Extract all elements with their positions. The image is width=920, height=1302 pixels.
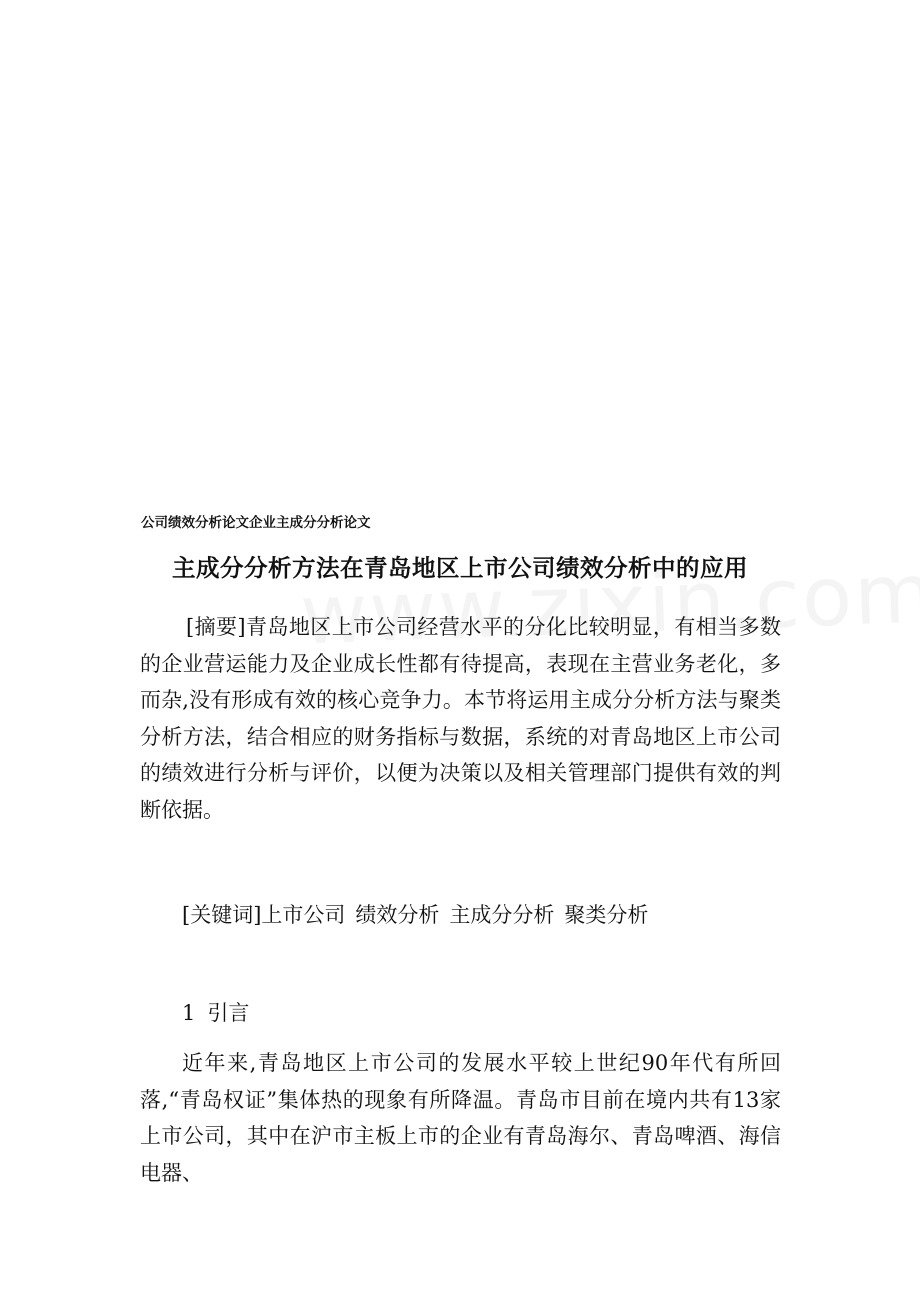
keyword-item: 主成分分析 xyxy=(449,903,555,927)
intro-paragraph: 近年来,青岛地区上市公司的发展水平较上世纪90年代有所回落,“青岛权证”集体热的现象有所降温。青岛市目前在境内共有13家上市公司，其中在沪市主板上市的企业有青岛海尔、青岛啤酒、海信电器、 xyxy=(140,1051,781,1185)
abstract-text: 青岛地区上市公司经营水平的分化比较明显，有相当多数的企业营运能力及企业成长性都有待提高，表现在主营业务老化，多而杂,没有形成有效的核心竞争力。本节将运用主成分分析方法与聚类分析方法，结合相应的财务指标与数据，系统的对青岛地区上市公司的绩效进行分析与评价，以便为决策以及相关管理部门提供有效的判断依据。 xyxy=(140,615,782,822)
page-title: 主成分分析方法在青岛地区上市公司绩效分析中的应用 xyxy=(172,554,748,582)
section-heading xyxy=(182,995,249,1032)
abstract-paragraph xyxy=(140,609,781,828)
keyword-item: 聚类分析 xyxy=(564,903,649,927)
keywords-label: [关键词] xyxy=(182,903,262,927)
abstract-label: [摘要] xyxy=(186,615,246,639)
keywords-line xyxy=(140,897,781,934)
keyword-item: 绩效分析 xyxy=(355,903,440,927)
section-title: 引言 xyxy=(207,1001,250,1025)
section-number: 1 xyxy=(182,1001,196,1025)
document-label: 公司绩效分析论文企业主成分分析论文 xyxy=(141,515,371,531)
keyword-item: 上市公司 xyxy=(261,903,346,927)
